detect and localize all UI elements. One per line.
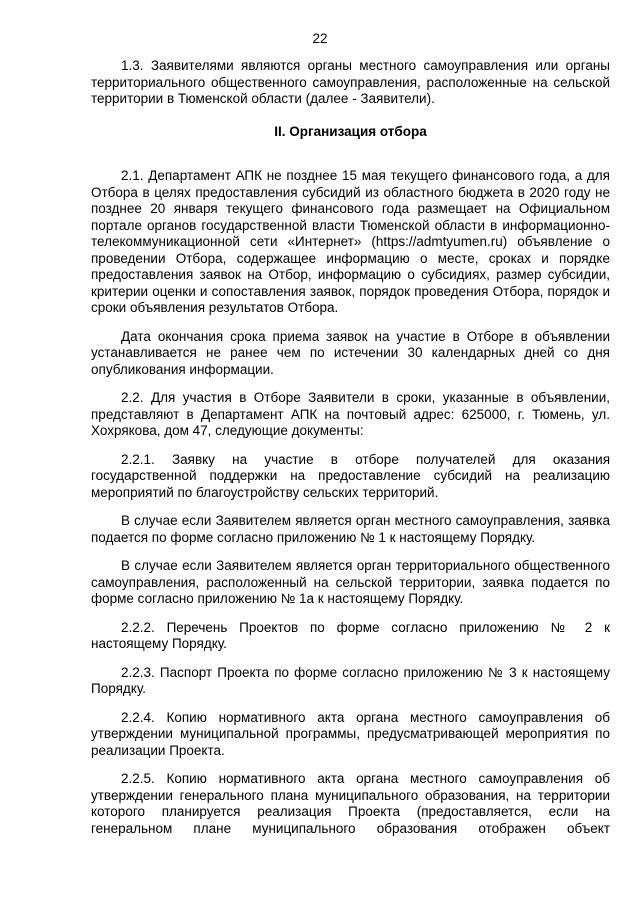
paragraph-2-2-4: 2.2.4. Копию нормативного акта органа местного самоуправления об утверждении муниципальной программы, предусматривающей мероприятия по реализации Проекта. [91,709,610,758]
paragraph-2-1: 2.1. Департамент АПК не позднее 15 мая текущего финансового года, а для Отбора в целях предоставления субсидий из областного бюджета в 2020 году не позднее 20 января текущего финансового года размещает на Официальном портале органов государственной власти Тюменской области в информационно-телекоммуникационной сети «Интернет» (https://admtyumen.ru) объявление о проведении Отбора, содержащее информацию о месте, сроках и порядке предоставления заявок на Отбор, информацию о субсидиях, размер субсидии, критерии оценки и сопоставления заявок, порядок проведения Отбора, порядок и сроки объявления результатов Отбора. [91,168,610,315]
paragraph-1-3: 1.3. Заявителями являются органы местного самоуправления или органы территориального общественного самоуправления, расположенные на сельской территории в Тюменской области (далее - Заявители). [91,58,610,106]
paragraph-deadline: Дата окончания срока приема заявок на участие в Отборе в объявлении устанавливается не ранее чем по истечении 30 календарных дней со дня опубликования информации. [91,328,610,377]
paragraph-case-local-government: В случае если Заявителем является орган местного самоуправления, заявка подается по форме согласно приложению № 1 к настоящему Порядку. [91,513,610,545]
paragraph-2-2: 2.2. Для участия в Отборе Заявители в сроки, указанные в объявлении, представляют в Департамент АПК на почтовый адрес: 625000, г. Тюмень, ул. Хохрякова, дом 47, следующие документы: [91,390,610,438]
section-heading-2: II. Организация отбора [274,123,427,139]
page-number: 22 [312,31,328,46]
paragraph-2-2-5: 2.2.5. Копию нормативного акта органа местного самоуправления об утверждении генерального плана муниципального образования, на территории которого планируется реализация Проекта (предоставляется, если на генеральном плане муниципального образования отображен объект [91,771,610,836]
paragraph-2-2-3: 2.2.3. Паспорт Проекта по форме согласно приложению № 3 к настоящему Порядку. [91,664,610,696]
document-body [91,58,610,837]
paragraph-2-2-1: 2.2.1. Заявку на участие в отборе получателей для оказания государственной поддержки на предоставление субсидий на реализацию мероприятий по благоустройству сельских территорий. [91,451,610,500]
paragraph-2-2-2: 2.2.2. Перечень Проектов по форме согласно приложению № 2 к настоящему Порядку. [91,619,610,651]
paragraph-case-territorial-self-government: В случае если Заявителем является орган территориального общественного самоуправления, расположенный на сельской территории, заявка подается по форме согласно приложению № 1а к настоящему Порядку. [91,558,610,606]
